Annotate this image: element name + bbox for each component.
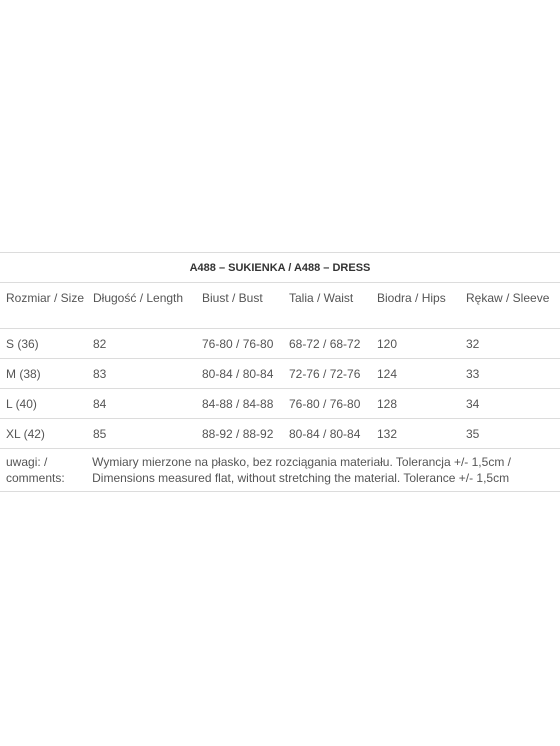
hips-cell: 124: [377, 366, 398, 381]
waist-cell: 72-76 / 72-76: [289, 366, 361, 381]
sleeve-cell: 34: [466, 396, 480, 411]
size-cell: M (38): [6, 366, 41, 381]
waist-cell: 76-80 / 76-80: [289, 396, 361, 411]
length-cell: 84: [93, 396, 107, 411]
hips-cell: 128: [377, 396, 398, 411]
bust-cell: 84-88 / 84-88: [202, 396, 274, 411]
sleeve-cell: 32: [466, 336, 480, 351]
table-row: [0, 359, 560, 389]
length-cell: 85: [93, 426, 107, 441]
header-sleeve: Rękaw / Sleeve: [466, 291, 550, 305]
bust-cell: 88-92 / 88-92: [202, 426, 274, 441]
header-waist: Talia / Waist: [289, 291, 354, 305]
comments-row: [0, 449, 560, 492]
header-hips: Biodra / Hips: [377, 291, 446, 305]
length-cell: 83: [93, 366, 107, 381]
length-cell: 82: [93, 336, 107, 351]
header-bust: Biust / Bust: [202, 291, 263, 305]
waist-cell: 68-72 / 68-72: [289, 336, 361, 351]
bust-cell: 80-84 / 80-84: [202, 366, 274, 381]
table-row: [0, 389, 560, 419]
hips-cell: 120: [377, 336, 398, 351]
table-row: [0, 419, 560, 449]
size-table: [0, 252, 560, 492]
comments-label: uwagi: / comments:: [6, 455, 65, 485]
header-length: Długość / Length: [93, 291, 184, 305]
table-row: [0, 329, 560, 359]
header-size: Rozmiar / Size: [6, 291, 85, 305]
table-title: A488 – SUKIENKA / A488 – DRESS: [0, 252, 560, 283]
sleeve-cell: 33: [466, 366, 480, 381]
hips-cell: 132: [377, 426, 398, 441]
table-header-row: [0, 283, 560, 329]
bust-cell: 76-80 / 76-80: [202, 336, 274, 351]
size-cell: S (36): [6, 336, 39, 351]
sleeve-cell: 35: [466, 426, 480, 441]
size-cell: XL (42): [6, 426, 45, 441]
size-cell: L (40): [6, 396, 37, 411]
waist-cell: 80-84 / 80-84: [289, 426, 361, 441]
comments-text: Wymiary mierzone na płasko, bez rozciągania materiału. Tolerancja +/- 1,5cm / Dimensions measured flat, without stretching the material. Tolerance +/- 1,5cm: [92, 455, 511, 485]
